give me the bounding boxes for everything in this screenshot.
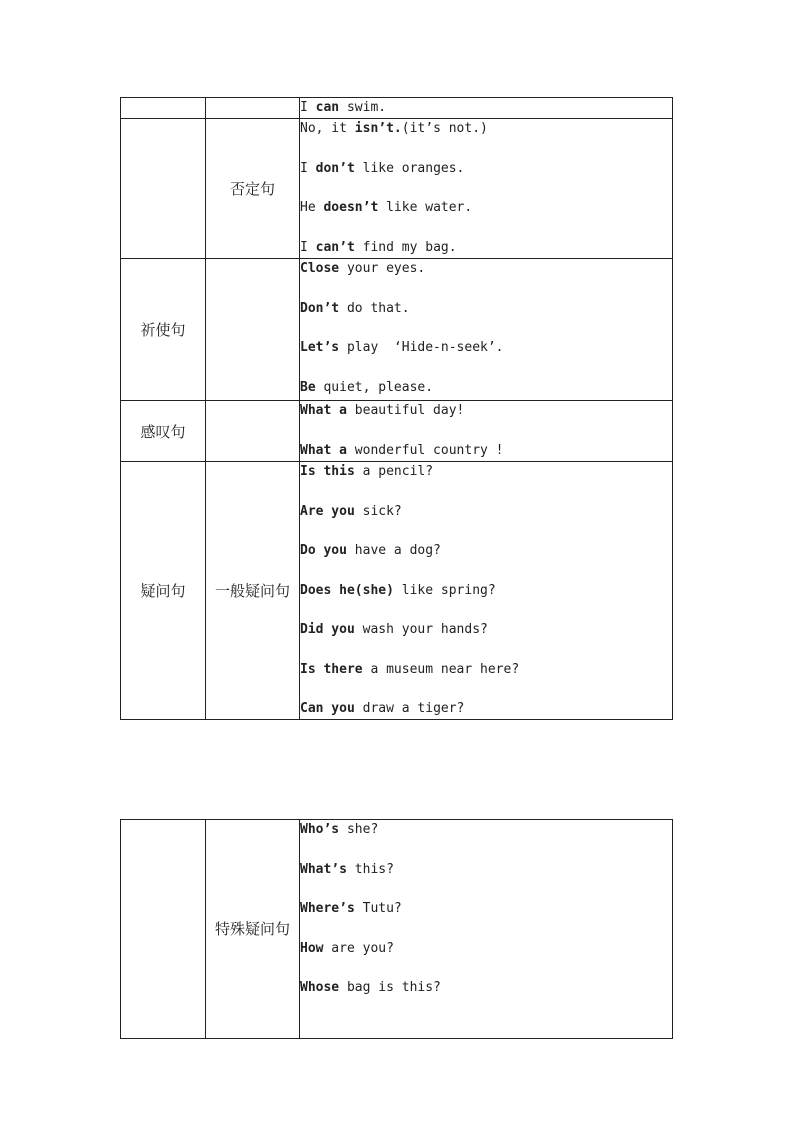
table-row bbox=[121, 462, 673, 720]
sentence-subcategory-cell: 一般疑问句 bbox=[206, 462, 300, 720]
example-sentence bbox=[300, 660, 672, 700]
example-sentence bbox=[300, 259, 672, 299]
example-sentence bbox=[300, 238, 672, 258]
example-sentence bbox=[300, 699, 672, 719]
sentence-keyword: Is this bbox=[300, 464, 355, 479]
example-sentences-cell bbox=[300, 119, 673, 259]
example-sentences-cell bbox=[300, 259, 673, 401]
example-sentence bbox=[300, 338, 672, 378]
sentence-category-cell: 感叹句 bbox=[121, 401, 206, 462]
sentence-types-table bbox=[120, 97, 673, 720]
sentence-text: are you? bbox=[323, 940, 394, 956]
table-row bbox=[121, 259, 673, 401]
example-sentence bbox=[300, 462, 672, 502]
example-sentence bbox=[300, 939, 672, 979]
example-sentence bbox=[300, 119, 672, 159]
sentence-text: a pencil? bbox=[354, 464, 434, 479]
example-sentence bbox=[300, 502, 672, 542]
sentence-text: I bbox=[300, 239, 316, 255]
sentence-text: draw a tiger? bbox=[354, 701, 465, 716]
sentence-keyword: Who’s bbox=[300, 822, 340, 837]
sentence-text: He bbox=[300, 200, 324, 215]
example-sentence bbox=[300, 541, 672, 581]
sentence-keyword: How bbox=[300, 940, 324, 956]
sentence-text: like water. bbox=[378, 200, 473, 215]
sentence-subcategory-cell bbox=[206, 401, 300, 462]
sentence-category-cell: 祈使句 bbox=[121, 259, 206, 401]
sentence-keyword: can bbox=[315, 100, 340, 115]
sentence-text: No, it bbox=[300, 121, 355, 136]
example-sentence bbox=[300, 620, 672, 660]
sentence-text: find my bag. bbox=[354, 239, 457, 255]
example-sentences-cell bbox=[300, 98, 673, 119]
sentence-keyword: Let’s bbox=[300, 340, 340, 355]
sentence-subcategory-cell bbox=[206, 98, 300, 119]
example-sentence bbox=[300, 378, 672, 398]
example-sentence bbox=[300, 441, 672, 461]
sentence-text: I bbox=[300, 160, 316, 176]
sentence-text: bag is this? bbox=[339, 980, 441, 995]
sentence-text: like oranges. bbox=[354, 160, 465, 176]
sentence-text: this? bbox=[346, 861, 394, 877]
sentence-text: quiet, please. bbox=[315, 379, 434, 395]
example-sentence bbox=[300, 899, 672, 939]
example-sentence bbox=[300, 299, 672, 339]
example-sentences-cell bbox=[300, 820, 673, 1039]
example-sentence bbox=[300, 198, 672, 238]
sentence-subcategory-cell: 否定句 bbox=[206, 119, 300, 259]
table-row bbox=[121, 98, 673, 119]
sentence-text: do that. bbox=[339, 300, 410, 316]
wh-questions-table bbox=[120, 819, 673, 1039]
example-sentence bbox=[300, 159, 672, 199]
sentence-text: wonderful country ! bbox=[346, 442, 504, 458]
sentence-text: like spring? bbox=[393, 582, 496, 598]
sentence-text: she? bbox=[339, 822, 379, 837]
sentence-text: have a dog? bbox=[346, 543, 441, 558]
sentence-keyword: Did you bbox=[300, 622, 355, 637]
sentence-text: beautiful day! bbox=[346, 403, 465, 418]
sentence-text: play ‘Hide-n-seek’. bbox=[339, 340, 504, 355]
sentence-keyword: Don’t bbox=[300, 300, 340, 316]
sentence-keyword: What a bbox=[300, 403, 347, 418]
sentence-keyword: Close bbox=[300, 261, 340, 276]
example-sentence bbox=[300, 978, 672, 1018]
sentence-keyword: can’t bbox=[315, 239, 355, 255]
sentence-text: wash your hands? bbox=[354, 622, 488, 637]
table-body bbox=[121, 98, 673, 720]
sentence-keyword: Can you bbox=[300, 701, 355, 716]
sentence-category-cell bbox=[121, 119, 206, 259]
sentence-keyword: What a bbox=[300, 442, 347, 458]
example-sentence bbox=[300, 98, 672, 118]
sentence-category-cell bbox=[121, 820, 206, 1039]
sentence-category-cell bbox=[121, 98, 206, 119]
sentence-keyword: Are you bbox=[300, 503, 355, 519]
sentence-keyword: Does he(she) bbox=[300, 582, 394, 598]
sentence-keyword: don’t bbox=[315, 160, 355, 176]
example-sentence bbox=[300, 401, 672, 441]
sentence-text: Tutu? bbox=[354, 901, 402, 916]
sentence-text: (it’s not.) bbox=[401, 121, 488, 136]
table-row bbox=[121, 820, 673, 1039]
sentence-text: swim. bbox=[339, 100, 387, 115]
table-body bbox=[121, 820, 673, 1039]
sentence-keyword: isn’t. bbox=[354, 121, 402, 136]
sentence-keyword: Where’s bbox=[300, 901, 355, 916]
sentence-subcategory-cell: 特殊疑问句 bbox=[206, 820, 300, 1039]
sentence-keyword: Is there bbox=[300, 661, 363, 677]
example-sentence bbox=[300, 820, 672, 860]
sentence-category-cell: 疑问句 bbox=[121, 462, 206, 720]
sentence-keyword: Whose bbox=[300, 980, 340, 995]
example-sentences-cell bbox=[300, 401, 673, 462]
sentence-keyword: Do you bbox=[300, 543, 347, 558]
sentence-keyword: doesn’t bbox=[323, 200, 379, 215]
sentence-text: a museum near here? bbox=[362, 661, 520, 677]
example-sentence bbox=[300, 581, 672, 621]
sentence-keyword: What’s bbox=[300, 861, 347, 877]
table-row bbox=[121, 119, 673, 259]
example-sentence bbox=[300, 860, 672, 900]
example-sentences-cell bbox=[300, 462, 673, 720]
table-row bbox=[121, 401, 673, 462]
sentence-text: your eyes. bbox=[339, 261, 426, 276]
sentence-subcategory-cell bbox=[206, 259, 300, 401]
sentence-text: sick? bbox=[354, 503, 402, 519]
sentence-keyword: Be bbox=[300, 379, 316, 395]
sentence-text: I bbox=[300, 100, 316, 115]
example-sentence bbox=[300, 1018, 672, 1038]
